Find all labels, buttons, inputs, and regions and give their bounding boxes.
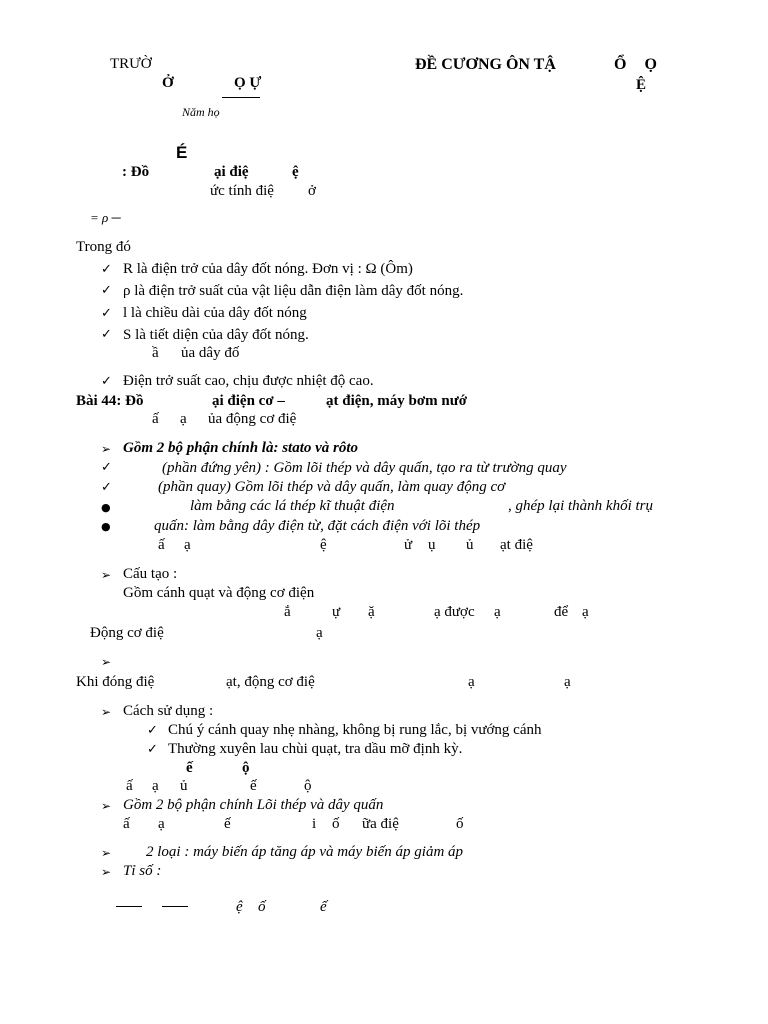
fragment: ầ	[152, 345, 159, 361]
fragment: ủa dây đố	[181, 345, 240, 361]
paragraph-line: Khi đóng điệ	[76, 674, 155, 690]
fragment: ủ	[466, 537, 474, 553]
paragraph-line: Gồm cánh quạt và động cơ điện	[123, 585, 315, 601]
fragment: ố	[456, 816, 464, 832]
formula-heading-2: ở	[308, 183, 316, 199]
fragment: ấ	[152, 411, 159, 427]
document-title-tail2: Ệ	[636, 77, 647, 93]
fragment: để	[554, 604, 569, 620]
lesson-title-3: ệ	[292, 164, 299, 180]
fraction-bar	[162, 906, 188, 907]
fragment: ạ	[184, 537, 191, 553]
section-heading: É	[176, 143, 188, 162]
fragment: ự	[332, 604, 341, 620]
fragment: ệ	[320, 537, 327, 553]
fragment: ố	[258, 899, 266, 915]
fraction-bar	[116, 906, 142, 907]
lesson-title: Bài 44: Đồ	[76, 393, 144, 409]
check-icon: ✓	[147, 742, 158, 757]
list-item: R là điện trở của dây đốt nóng. Đơn vị : Ω (Ôm)	[123, 261, 413, 277]
check-icon: ✓	[101, 306, 112, 321]
fragment: i	[312, 816, 317, 832]
list-item: Cấu tạo :	[123, 566, 178, 582]
paragraph-line: Động cơ điệ	[90, 625, 164, 641]
lesson-title: : Đồ	[122, 164, 150, 180]
bullet-icon: ●	[101, 520, 111, 533]
arrow-icon: ➢	[101, 705, 112, 719]
fragment: ế	[250, 778, 257, 794]
fragment: ạt điệ	[500, 537, 533, 553]
school-name: TRƯỜ	[110, 56, 152, 72]
fragment: ạ	[316, 625, 323, 641]
bullet-icon: ●	[101, 501, 111, 514]
lesson-title-2: ại điệ	[214, 164, 249, 180]
check-icon: ✓	[147, 723, 158, 738]
check-icon: ✓	[101, 374, 112, 389]
fragment: ử	[404, 537, 413, 553]
formula-heading: ức tính điệ	[210, 183, 274, 199]
list-item: quấn: làm bằng dây điện từ, đặt cách điện với lõi thép	[154, 518, 481, 534]
school-year: Năm họ	[182, 105, 220, 119]
fragment: ộ	[242, 760, 250, 776]
fragment: ệ	[236, 899, 243, 915]
fragment: ạ được	[434, 604, 475, 620]
arrow-icon: ➢	[101, 655, 112, 669]
check-icon: ✓	[101, 262, 112, 277]
fragment: ạ	[152, 778, 159, 794]
list-item: Điện trở suất cao, chịu được nhiệt độ cao.	[123, 373, 374, 389]
list-item: Gồm 2 bộ phận chính là: stato và rôto	[123, 440, 359, 456]
list-item: (phần quay) Gồm lõi thép và dây quấn, làm quay động cơ	[158, 479, 506, 495]
fragment: ủa động cơ điệ	[208, 411, 297, 427]
list-item: ρ là điện trở suất của vật liệu dẫn điện làm dây đốt nóng.	[123, 283, 464, 299]
lesson-title-3: ạt điện, máy bơm nướ	[326, 393, 468, 409]
where-label: Trong đó	[76, 239, 131, 255]
fragment: ộ	[304, 778, 312, 794]
fragment: ế	[224, 816, 231, 832]
fragment: ấ	[126, 778, 133, 794]
resistance-formula: = ρ ─	[90, 210, 121, 225]
school-name-line2: Ở	[162, 75, 174, 91]
list-item: S là tiết diện của dây đốt nóng.	[123, 327, 309, 343]
list-item: làm bằng các lá thép kĩ thuật điện	[190, 498, 395, 514]
document-title: ĐỀ CƯƠNG ÔN TẬ	[415, 56, 556, 73]
fragment: ạ	[158, 816, 165, 832]
lesson-title-2: ại điện cơ –	[212, 393, 285, 409]
arrow-icon: ➢	[101, 442, 112, 456]
fragment: ố	[332, 816, 340, 832]
fragment: ạ	[582, 604, 589, 620]
fragment: ạ	[494, 604, 501, 620]
fragment: ế	[320, 899, 327, 915]
document-title-tail: Ổ Ọ	[614, 56, 657, 73]
arrow-icon: ➢	[101, 865, 112, 879]
check-icon: ✓	[101, 327, 112, 342]
list-item: Chú ý cánh quay nhẹ nhàng, không bị rung lắc, bị vướng cánh	[168, 722, 542, 738]
check-icon: ✓	[101, 460, 112, 475]
school-name-line3: Ọ Ự	[234, 75, 262, 91]
fragment: ạ	[564, 674, 571, 690]
fragment: ạ	[180, 411, 187, 427]
list-item: Thường xuyên lau chùi quạt, tra dầu mỡ định kỳ.	[168, 741, 463, 757]
list-item: , ghép lại thành khối trụ	[508, 498, 653, 514]
list-item: Cách sử dụng :	[123, 703, 214, 719]
list-item: Gồm 2 bộ phận chính Lõi thép và dây quấn	[123, 797, 384, 813]
list-item: l là chiều dài của dây đốt nóng	[123, 305, 307, 321]
fragment: ế	[186, 760, 193, 776]
list-item: (phần đứng yên) : Gồm lõi thép và dây quấn, tạo ra từ trường quay	[162, 460, 567, 476]
arrow-icon: ➢	[101, 568, 112, 582]
check-icon: ✓	[101, 480, 112, 495]
arrow-icon: ➢	[101, 799, 112, 813]
fragment: ấ	[123, 816, 130, 832]
fragment: ặ	[368, 604, 375, 620]
check-icon: ✓	[101, 283, 112, 298]
fragment: ắ	[284, 604, 291, 620]
paragraph-line: ạt, động cơ điệ	[226, 674, 315, 690]
arrow-icon: ➢	[101, 846, 112, 860]
fragment: ạ	[468, 674, 475, 690]
list-item: 2 loại : máy biến áp tăng áp và máy biến áp giảm áp	[146, 844, 464, 860]
fragment: ụ	[428, 537, 436, 553]
header-underline	[222, 97, 260, 98]
fragment: ấ	[158, 537, 165, 553]
list-item: Tỉ số :	[123, 863, 162, 879]
fragment: ủ	[180, 778, 188, 794]
fragment: ữa điệ	[362, 816, 399, 832]
